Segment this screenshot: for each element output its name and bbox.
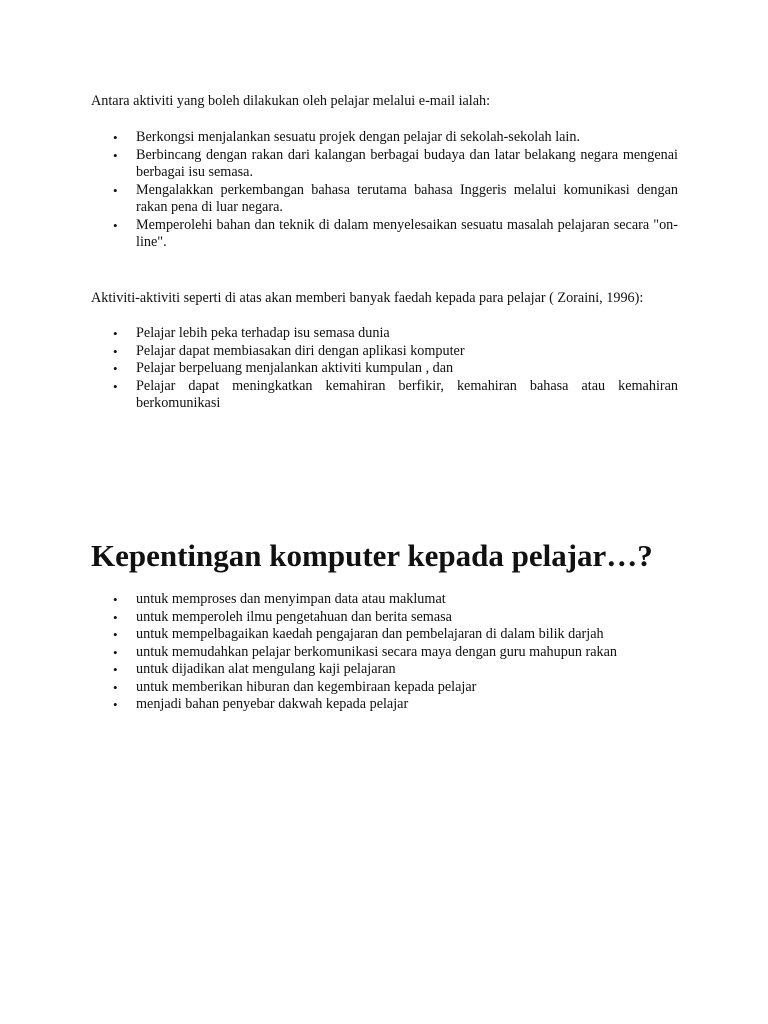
list-item: • untuk memproses dan menyimpan data atau maklumat	[113, 591, 446, 607]
section2-intro: Aktiviti-aktiviti seperti di atas akan memberi banyak faedah kepada para pelajar ( Zoraini, 1996):	[91, 290, 644, 306]
bullet-icon: •	[113, 627, 118, 642]
list-item: • untuk memudahkan pelajar berkomunikasi secara maya dengan guru mahupun rakan	[113, 643, 618, 660]
bullet-icon: •	[113, 361, 118, 376]
bullet-icon: •	[113, 182, 118, 198]
bullet-icon: •	[113, 679, 118, 695]
bullet-icon: •	[113, 609, 118, 625]
bullet-icon: •	[113, 326, 118, 341]
section3-list	[91, 591, 678, 714]
list-item: • untuk memberikan hiburan dan kegembiraan kepada pelajar	[113, 678, 477, 695]
bullet-icon: •	[113, 592, 118, 607]
bullet-icon: •	[113, 697, 118, 712]
section3-heading: Kepentingan komputer kepada pelajar…?	[91, 538, 653, 573]
bullet-icon: •	[113, 217, 118, 233]
list-item: • Memperolehi bahan dan teknik di dalam menyelesaikan sesuatu masalah pelajaran secara "on-line".	[113, 216, 678, 250]
list-item: • untuk mempelbagaikan kaedah pengajaran dan pembelajaran di dalam bilik darjah	[113, 626, 604, 642]
list-item: • untuk memperoleh ilmu pengetahuan dan berita semasa	[113, 608, 452, 625]
list-item: • menjadi bahan penyebar dakwah kepada pelajar	[113, 696, 409, 712]
bullet-icon: •	[113, 343, 118, 359]
list-item: • Pelajar berpeluang menjalankan aktiviti kumpulan , dan	[113, 360, 454, 376]
bullet-icon: •	[113, 378, 118, 394]
list-item: • Pelajar dapat membiasakan diri dengan aplikasi komputer	[113, 342, 465, 359]
section2-list	[91, 325, 678, 413]
list-item: • Berbincang dengan rakan dari kalangan berbagai budaya dan latar belakang negara mengenai berbagai isu semasa.	[113, 146, 678, 180]
bullet-icon: •	[113, 130, 118, 145]
list-item: • Pelajar lebih peka terhadap isu semasa dunia	[113, 325, 390, 341]
section1-intro: Antara aktiviti yang boleh dilakukan oleh pelajar melalui e-mail ialah:	[91, 93, 491, 109]
bullet-icon: •	[113, 644, 118, 660]
bullet-icon: •	[113, 662, 118, 677]
list-item: • Pelajar dapat meningkatkan kemahiran berfikir, kemahiran bahasa atau kemahiran berkomunikasi	[113, 377, 678, 411]
section1-list	[91, 129, 678, 252]
list-item: • untuk dijadikan alat mengulang kaji pelajaran	[113, 661, 396, 677]
list-item: • Berkongsi menjalankan sesuatu projek dengan pelajar di sekolah-sekolah lain.	[113, 129, 581, 145]
bullet-icon: •	[113, 147, 118, 163]
list-item: • Mengalakkan perkembangan bahasa terutama bahasa Inggeris melalui komunikasi dengan rakan pena di luar negara.	[113, 181, 678, 215]
